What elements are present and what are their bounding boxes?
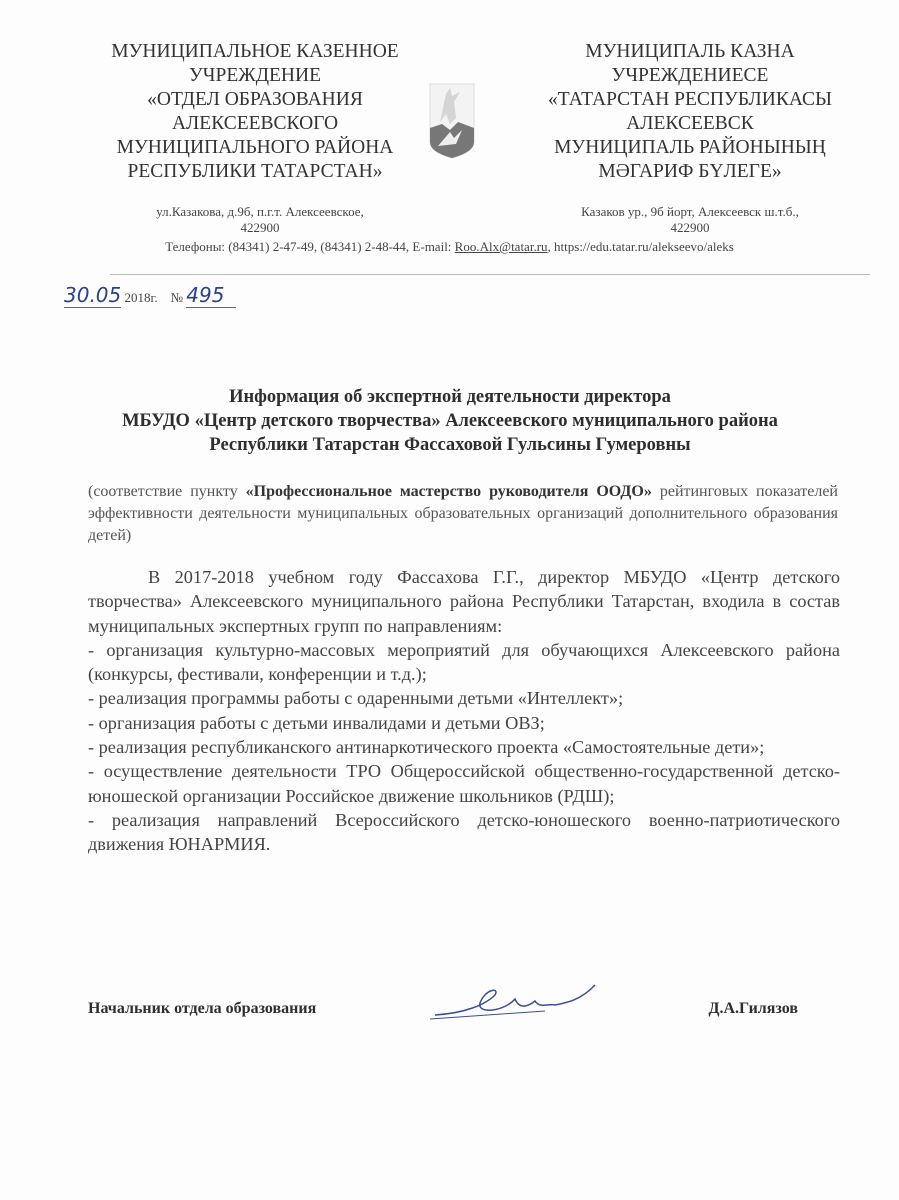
handwritten-number: 495 [186,283,236,308]
list-item: - реализация республиканского антинаркотического проекта «Самостоятельные дети»; [88,737,765,758]
header-line: «ОТДЕЛ ОБРАЗОВАНИЯ [147,89,363,110]
list-item: - реализация направлений Всероссийского детско-юношеского военно-патриотического движения ЮНАРМИЯ. [88,809,840,855]
document-title [60,385,840,457]
title-line: Информация об экспертной деятельности директора [229,387,671,407]
signatory-position: Начальник отдела образования [88,1000,317,1017]
address-left [120,204,400,236]
note-text: (соответствие пункту [88,483,246,500]
list-item: - организация работы с детьми инвалидами и детьми ОВЗ; [88,712,545,733]
email-link[interactable]: Roo.Alx@tatar.ru [454,239,548,254]
address-right [540,204,840,236]
header-line: МУНИЦИПАЛЬНОГО РАЙОНА [116,137,394,158]
date-number-line [64,283,236,308]
year: 2018г. [124,290,158,305]
header-line: МУНИЦИПАЛЬ РАЙОНЫНЫҢ [554,137,826,158]
title-line: МБУДО «Центр детского творчества» Алексеевского муниципального района [122,411,778,431]
criteria-note [88,481,838,547]
title-line: Республики Татарстан Фассаховой Гульсины Гумеровны [209,435,691,455]
header-left-russian [90,40,420,184]
header-line: РЕСПУБЛИКИ ТАТАРСТАН» [127,161,383,182]
header-line: «ТАТАРСТАН РЕСПУБЛИКАСЫ [548,89,832,110]
address-line: ул.Казакова, д.9б, п.г.т. Алексеевское, [156,204,364,219]
header-line: МУНИЦИПАЛЬНОЕ КАЗЕННОЕ [111,41,399,62]
note-text: рейтинговых показателей эффективности деятельности муниципальных образовательных организаций дополнительного образования детей) [88,483,838,544]
header-line: МӘГАРИФ БҮЛЕГЕ» [598,161,782,182]
address-postcode: 422900 [240,220,280,235]
address-line: Казаков ур., 9б йорт, Алексеевск ш.т.б., [581,204,799,219]
body-text [88,565,840,857]
number-sign: № [170,290,184,305]
note-bold: «Профессиональное мастерство руководителя ООДО» [245,483,652,500]
address-postcode: 422900 [670,220,710,235]
contacts-line [0,239,899,255]
handwritten-signature [425,975,605,1025]
list-item: - осуществление деятельности ТРО Общероссийской общественно-государственной детско-юношеской организации Российское движение школьников (РДШ); [88,761,840,806]
website: , https://edu.tatar.ru/alekseevo/aleks [547,239,734,254]
list-item: - организация культурно-массовых мероприятий для обучающихся Алексеевского района (конкурсы, фестивали, конференции и т.д.); [88,639,840,685]
header-right-tatar [520,40,860,184]
phones: Телефоны: (84341) 2-47-49, (84341) 2-48-44, E-mail: [165,239,455,254]
coat-of-arms-emblem [428,80,476,160]
header-line: УЧРЕЖДЕНИЕСЕ [611,65,769,86]
header-line: УЧРЕЖДЕНИЕ [189,65,321,86]
header-divider [110,274,870,275]
header-line: АЛЕКСЕЕВСК [626,113,754,134]
handwritten-date: 30.05 [64,283,122,307]
body-intro: В 2017-2018 учебном году Фассахова Г.Г., директор МБУДО «Центр детского творчества» Алексеевского муниципального района Республики Татарстан, входила в состав муниципальных экспертных групп по направлениям: [88,567,840,636]
signatory-name: Д.А.Гилязов [708,1000,798,1017]
list-item: - реализация программы работы с одаренными детьми «Интеллект»; [88,688,624,709]
header-line: МУНИЦИПАЛЬ КАЗНА [585,41,795,62]
header-line: АЛЕКСЕЕВСКОГО [171,113,339,134]
